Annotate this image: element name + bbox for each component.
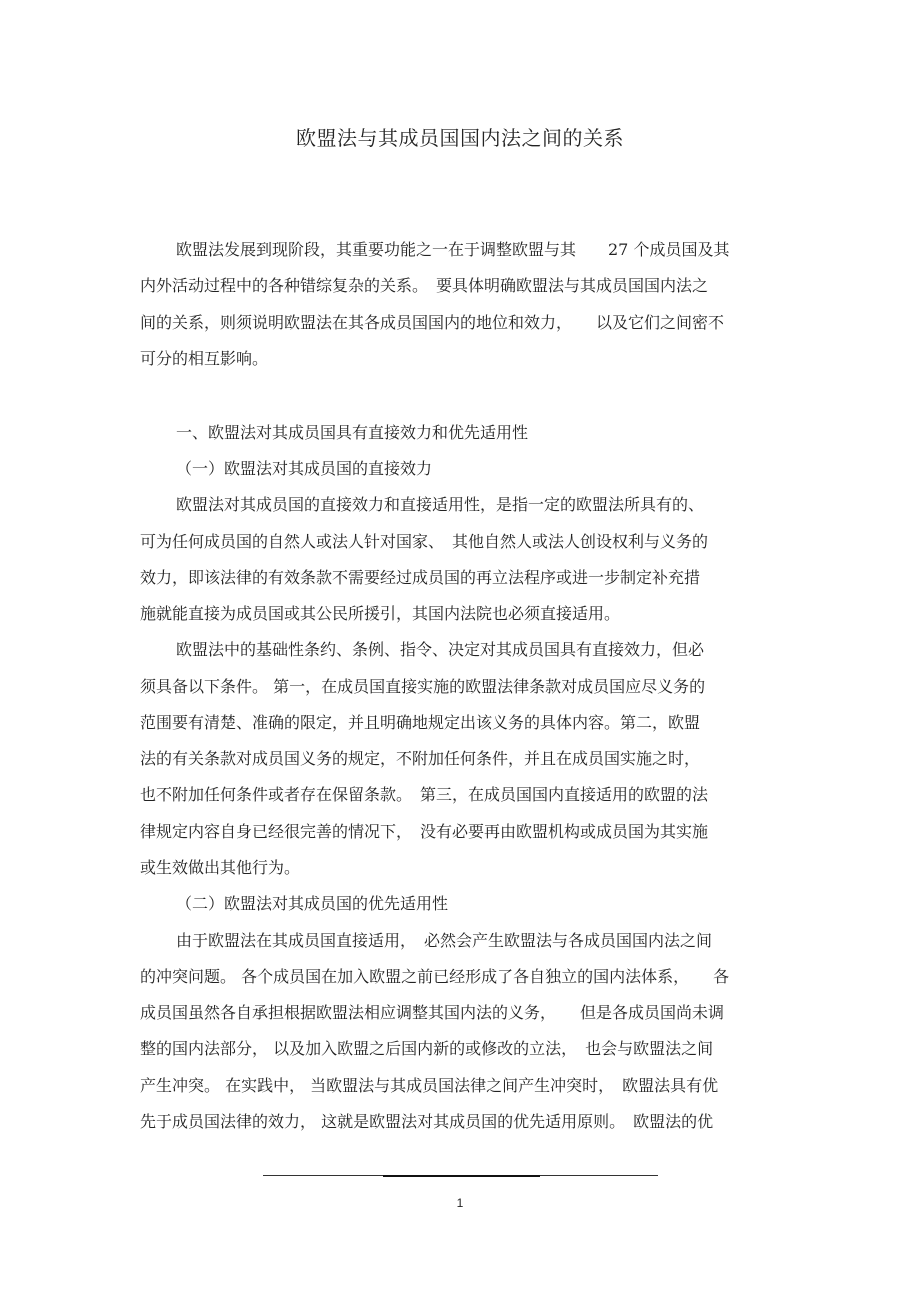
body-text-line: 内外活动过程中的各种错综复杂的关系。 要具体明确欧盟法与其成员国国内法之 bbox=[140, 276, 709, 295]
body-text-line: 或生效做出其他行为。 bbox=[140, 858, 301, 877]
body-text-line: 整的国内法部分， 以及加入欧盟之后国内新的或修改的立法， 也会与欧盟法之间 bbox=[140, 1039, 714, 1058]
body-text-line: 欧盟法发展到现阶段，其重要功能之一在于调整欧盟与其 27 个成员国及其 bbox=[176, 240, 730, 259]
body-text-line: 成员国虽然各自承担根据欧盟法相应调整其国内法的义务， 但是各成员国尚未调 bbox=[140, 1003, 725, 1022]
body-text-line: 须具备以下条件。 第一，在成员国直接实施的欧盟法律条款对成员国应尽义务的 bbox=[140, 677, 706, 696]
body-text-line: 可为任何成员国的自然人或法人针对国家、 其他自然人或法人创设权利与义务的 bbox=[140, 532, 709, 551]
footer-divider-accent bbox=[383, 1175, 540, 1177]
subsection-heading: （一）欧盟法对其成员国的直接效力 bbox=[176, 459, 433, 478]
body-text-line: 律规定内容自身已经很完善的情况下， 没有必要再由欧盟机构或成员国为其实施 bbox=[140, 822, 709, 841]
body-text-line: 产生冲突。 在实践中， 当欧盟法与其成员国法律之间产生冲突时， 欧盟法具有优 bbox=[140, 1076, 719, 1095]
body-text-line: 的冲突问题。 各个成员国在加入欧盟之前已经形成了各自独立的国内法体系， 各 bbox=[140, 967, 730, 986]
page-number: 1 bbox=[456, 1196, 464, 1210]
body-text-line: 由于欧盟法在其成员国直接适用， 必然会产生欧盟法与各成员国国内法之间 bbox=[176, 931, 713, 950]
body-text-line: 效力，即该法律的有效条款不需要经过成员国的再立法程序或进一步制定补充措 bbox=[140, 568, 701, 587]
body-text-line: 间的关系，则须说明欧盟法在其各成员国国内的地位和效力， 以及它们之间密不 bbox=[140, 313, 725, 332]
body-text-line: 欧盟法对其成员国的直接效力和直接适用性，是指一定的欧盟法所具有的、 bbox=[176, 495, 705, 514]
body-text-line: 可分的相互影响。 bbox=[140, 349, 269, 368]
body-text-line: 欧盟法中的基础性条约、条例、指令、决定对其成员国具有直接效力，但必 bbox=[176, 640, 705, 659]
subsection-heading: （二）欧盟法对其成员国的优先适用性 bbox=[176, 894, 449, 913]
body-text-line: 范围要有清楚、准确的限定，并且明确地规定出该义务的具体内容。第二，欧盟 bbox=[140, 713, 701, 732]
body-text-line: 先于成员国法律的效力， 这就是欧盟法对其成员国的优先适用原则。 欧盟法的优 bbox=[140, 1112, 714, 1131]
body-text-line: 施就能直接为成员国或其公民所援引，其国内法院也必须直接适用。 bbox=[140, 604, 621, 623]
document-title: 欧盟法与其成员国国内法之间的关系 bbox=[296, 126, 624, 150]
section-heading: 一、欧盟法对其成员国具有直接效力和优先适用性 bbox=[176, 423, 529, 442]
body-text-line: 也不附加任何条件或者存在保留条款。 第三，在成员国国内直接适用的欧盟的法 bbox=[140, 785, 709, 804]
body-text-line: 法的有关条款对成员国义务的规定，不附加任何条件，并且在成员国实施之时， bbox=[140, 749, 701, 768]
